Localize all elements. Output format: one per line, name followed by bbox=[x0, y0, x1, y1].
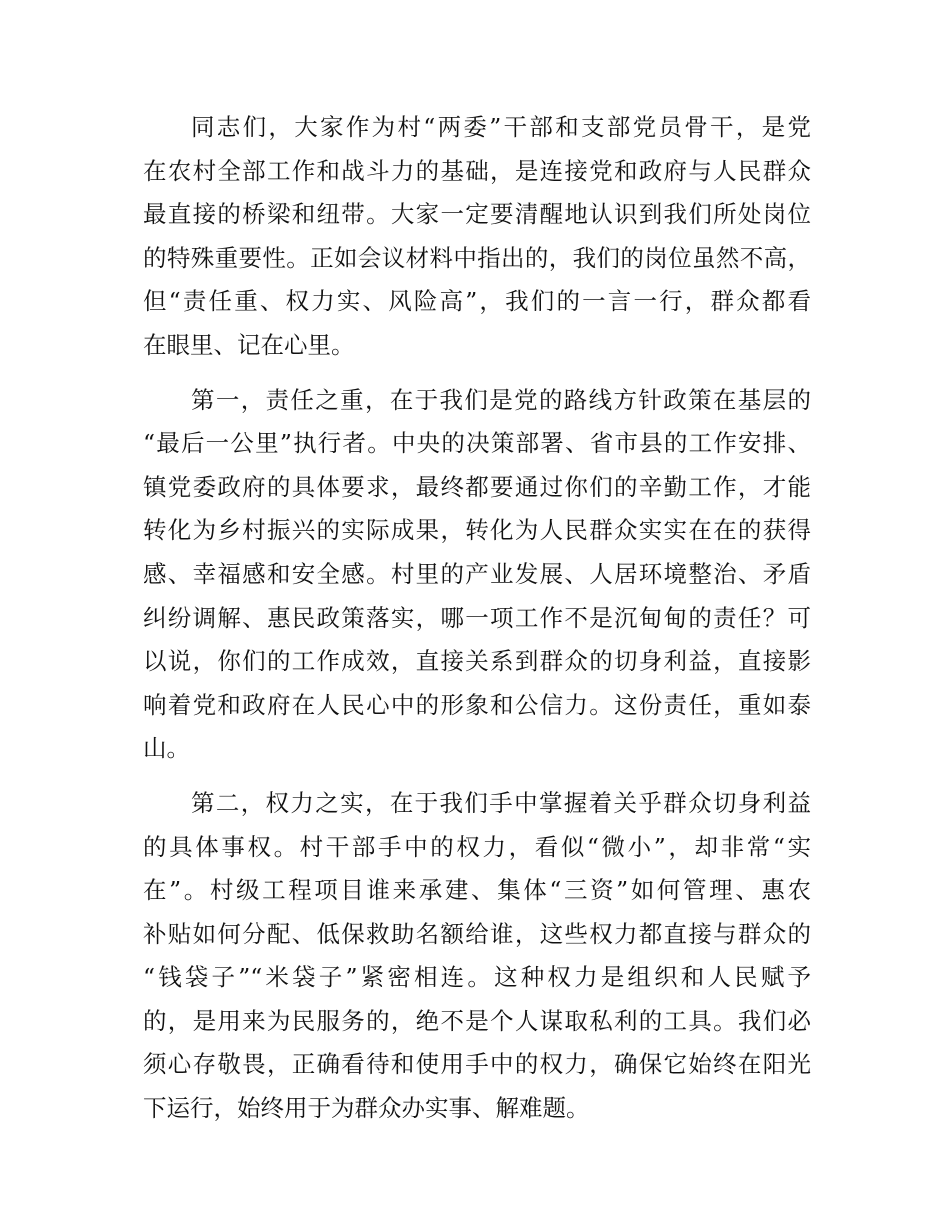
text-line: 响着党和政府在人民心中的形象和公信力。这份责任，重如泰 bbox=[143, 690, 811, 719]
text-line: 须心存敬畏，正确看待和使用手中的权力，确保它始终在阳光 bbox=[143, 1050, 811, 1079]
text-line: 以说，你们的工作成效，直接关系到群众的切身利益，直接影 bbox=[143, 647, 811, 676]
document-body bbox=[143, 106, 811, 1131]
text-line: 转化为乡村振兴的实际成果，转化为人民群众实实在在的获得 bbox=[143, 516, 811, 545]
text-line: “最后一公里”执行者。中央的决策部署、省市县的工作安排、 bbox=[143, 429, 811, 458]
text-line: 第一，责任之重，在于我们是党的路线方针政策在基层的 bbox=[191, 385, 811, 414]
text-line: 补贴如何分配、低保救助名额给谁，这些权力都直接与群众的 bbox=[143, 919, 811, 948]
text-line: 但“责任重、权力实、风险高”，我们的一言一行，群众都看 bbox=[143, 287, 811, 316]
text-line: 镇党委政府的具体要求，最终都要通过你们的辛勤工作，才能 bbox=[143, 472, 811, 501]
text-line: 最直接的桥梁和纽带。大家一定要清醒地认识到我们所处岗位 bbox=[143, 200, 811, 229]
text-line: 的，是用来为民服务的，绝不是个人谋取私利的工具。我们必 bbox=[143, 1006, 811, 1035]
paragraph-power bbox=[143, 782, 811, 1131]
paragraph-intro bbox=[143, 106, 811, 368]
text-line: 下运行，始终用于为群众办实事、解难题。 bbox=[143, 1094, 590, 1123]
text-line: 纠纷调解、惠民政策落实，哪一项工作不是沉甸甸的责任？可 bbox=[143, 603, 811, 632]
text-line: 在农村全部工作和战斗力的基础，是连接党和政府与人民群众 bbox=[143, 156, 811, 185]
text-line: 的具体事权。村干部手中的权力，看似“微小”，却非常“实 bbox=[143, 832, 811, 861]
text-line: 山。 bbox=[143, 734, 190, 763]
text-line: 同志们，大家作为村“两委”干部和支部党员骨干，是党 bbox=[191, 113, 811, 141]
text-line: “钱袋子”“米袋子”紧密相连。这种权力是组织和人民赋予 bbox=[143, 963, 811, 992]
text-line: 的特殊重要性。正如会议材料中指出的，我们的岗位虽然不高， bbox=[143, 243, 811, 272]
text-line: 感、幸福感和安全感。村里的产业发展、人居环境整治、矛盾 bbox=[143, 559, 811, 588]
text-line: 在”。村级工程项目谁来承建、集体“三资”如何管理、惠农 bbox=[143, 876, 811, 905]
paragraph-responsibility bbox=[143, 379, 811, 771]
text-line: 第二，权力之实，在于我们手中掌握着关乎群众切身利益 bbox=[191, 788, 811, 817]
text-line: 在眼里、记在心里。 bbox=[143, 330, 355, 359]
